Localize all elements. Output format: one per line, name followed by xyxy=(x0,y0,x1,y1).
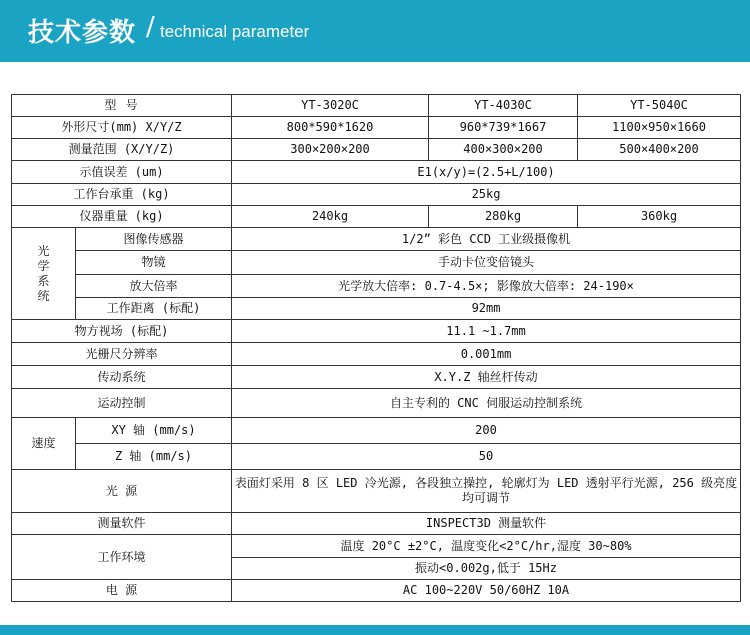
dims-1: 800*590*1620 xyxy=(232,117,429,139)
drive-value: X.Y.Z 轴丝杆传动 xyxy=(232,366,741,389)
wd-value: 92mm xyxy=(232,298,741,320)
weight-2: 280kg xyxy=(429,206,578,228)
mag-label: 放大倍率 xyxy=(76,275,232,298)
title-slash: / xyxy=(146,12,155,42)
table-row xyxy=(12,418,741,444)
table-row xyxy=(12,298,741,320)
dims-2: 960*739*1667 xyxy=(429,117,578,139)
sensor-value: 1/2” 彩色 CCD 工业级摄像机 xyxy=(232,228,741,251)
res-value: 0.001mm xyxy=(232,343,741,366)
table-row xyxy=(12,535,741,558)
motion-value: 自主专利的 CNC 伺服运动控制系统 xyxy=(232,389,741,418)
fov-value: 11.1 ~1.7mm xyxy=(232,320,741,343)
weight-1: 240kg xyxy=(232,206,429,228)
table-row xyxy=(12,513,741,535)
model-2: YT-4030C xyxy=(429,95,578,117)
model-3: YT-5040C xyxy=(578,95,741,117)
env-label: 工作环境 xyxy=(12,535,232,580)
optics-group-text: 光学系统 xyxy=(37,243,50,303)
load-value: 25kg xyxy=(232,184,741,206)
lens-label: 物镜 xyxy=(76,251,232,275)
motion-label: 运动控制 xyxy=(12,389,232,418)
range-1: 300×200×200 xyxy=(232,139,429,161)
dims-label: 外形尺寸(mm) X/Y/Z xyxy=(12,117,232,139)
table-row xyxy=(12,139,741,161)
power-value: AC 100~220V 50/60HZ 10A xyxy=(232,580,741,602)
table-row xyxy=(12,470,741,513)
spec-table xyxy=(11,94,741,602)
lens-value: 手动卡位变倍镜头 xyxy=(232,251,741,275)
optics-group-label xyxy=(12,228,76,320)
xy-label: XY 轴 (mm/s) xyxy=(76,418,232,444)
table-row xyxy=(12,320,741,343)
speed-group-label: 速度 xyxy=(12,418,76,470)
title-en: technical parameter xyxy=(160,22,310,41)
res-label: 光栅尺分辨率 xyxy=(12,343,232,366)
weight-3: 360kg xyxy=(578,206,741,228)
table-row xyxy=(12,366,741,389)
xy-value: 200 xyxy=(232,418,741,444)
weight-label: 仪器重量 (kg) xyxy=(12,206,232,228)
table-row xyxy=(12,275,741,298)
env-value-1: 温度 20°C ±2°C, 温度变化<2°C/hr,湿度 30~80% xyxy=(232,535,741,558)
table-row xyxy=(12,580,741,602)
dims-3: 1100×950×1660 xyxy=(578,117,741,139)
table-row xyxy=(12,95,741,117)
range-label: 测量范围 (X/Y/Z) xyxy=(12,139,232,161)
drive-label: 传动系统 xyxy=(12,366,232,389)
table-row xyxy=(12,161,741,184)
env-value-2: 振动<0.002g,低于 15Hz xyxy=(232,558,741,580)
software-label: 测量软件 xyxy=(12,513,232,535)
range-2: 400×300×200 xyxy=(429,139,578,161)
table-row xyxy=(12,444,741,470)
table-row xyxy=(12,206,741,228)
error-value: E1(x/y)=(2.5+L/100) xyxy=(232,161,741,184)
table-row xyxy=(12,228,741,251)
power-label: 电 源 xyxy=(12,580,232,602)
table-row xyxy=(12,251,741,275)
light-label: 光 源 xyxy=(12,470,232,513)
footer-bar xyxy=(0,625,750,635)
z-value: 50 xyxy=(232,444,741,470)
table-row xyxy=(12,184,741,206)
error-label: 示值误差 (um) xyxy=(12,161,232,184)
fov-label: 物方视场 (标配) xyxy=(12,320,232,343)
mag-value: 光学放大倍率: 0.7-4.5×; 影像放大倍率: 24-190× xyxy=(232,275,741,298)
table-row xyxy=(12,117,741,139)
z-label: Z 轴 (mm/s) xyxy=(76,444,232,470)
header-banner xyxy=(0,0,750,62)
wd-label: 工作距离 (标配) xyxy=(76,298,232,320)
title-cn: 技术参数 xyxy=(28,18,137,48)
model-1: YT-3020C xyxy=(232,95,429,117)
table-row xyxy=(12,343,741,366)
model-label: 型 号 xyxy=(12,95,232,117)
load-label: 工作台承重 (kg) xyxy=(12,184,232,206)
light-value: 表面灯采用 8 区 LED 冷光源, 各段独立操控, 轮廓灯为 LED 透射平行光源, 256 级亮度均可调节 xyxy=(232,470,741,513)
sensor-label: 图像传感器 xyxy=(76,228,232,251)
range-3: 500×400×200 xyxy=(578,139,741,161)
table-row xyxy=(12,389,741,418)
software-value: INSPECT3D 测量软件 xyxy=(232,513,741,535)
